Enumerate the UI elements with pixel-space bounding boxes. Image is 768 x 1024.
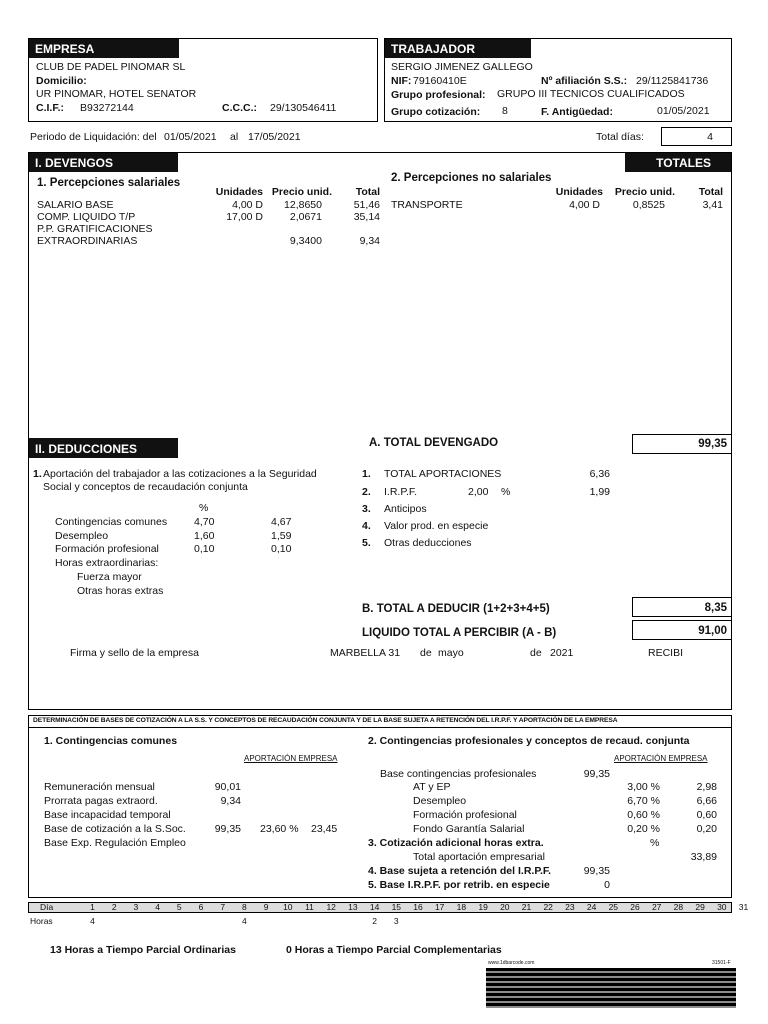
irpf-pct: 2,00 bbox=[468, 486, 489, 498]
calendar-day: 28 bbox=[673, 902, 684, 912]
domicilio-label: Domicilio: bbox=[36, 75, 87, 87]
antiguedad-label: F. Antigüedad: bbox=[541, 106, 613, 118]
bases-right-title: 2. Contingencias profesionales y conceptos de recaud. conjunta bbox=[368, 735, 690, 747]
item1-num: 1. bbox=[33, 468, 42, 480]
bases-left-title: 1. Contingencias comunes bbox=[44, 735, 178, 747]
otras-horas-label: Otras horas extras bbox=[77, 585, 164, 597]
recibi-label: RECIBI bbox=[648, 647, 684, 659]
barcode-left-text: www.1dbarcode.com bbox=[488, 960, 535, 966]
bases-title: DETERMINACIÓN DE BASES DE COTIZACIÓN A LA S.S. Y CONCEPTOS DE RECAUDACIÓN CONJUNTA Y DE LA BASE SUJETA A RETENCIÓN DEL I.R.P.F. Y APORTACIÓN DE LA EMPRESA bbox=[33, 717, 618, 724]
list-item: Otras deducciones bbox=[384, 537, 472, 549]
table-row: Base Exp. Regulación Empleo bbox=[44, 837, 186, 849]
base-prof-label: Base contingencias profesionales bbox=[380, 768, 537, 780]
item1-line1: Aportación del trabajador a las cotizaciones a la Seguridad bbox=[43, 468, 317, 480]
table-row: Fondo Garantía Salarial bbox=[413, 823, 525, 835]
list-item: TRANSPORTE bbox=[391, 199, 463, 211]
periodo-from: 01/05/2021 bbox=[164, 131, 217, 143]
col-unidades: Unidades bbox=[215, 186, 263, 198]
table-row: 4,67 bbox=[271, 516, 292, 528]
calendar-day: 4 bbox=[155, 902, 160, 912]
table-row: 99,35 bbox=[214, 823, 241, 835]
col-unidades-2: Unidades bbox=[555, 186, 603, 198]
calendar-day: 24 bbox=[586, 902, 597, 912]
calendar-day: 5 bbox=[176, 902, 182, 912]
list-item: 2,0671 bbox=[289, 211, 322, 223]
firma-label: Firma y sello de la empresa bbox=[70, 647, 199, 659]
grupo-prof-label: Grupo profesional: bbox=[391, 89, 486, 101]
horas-label: Horas bbox=[30, 916, 53, 926]
periodo-label: Periodo de Liquidación: del bbox=[30, 131, 157, 143]
list-item: 1. bbox=[362, 468, 371, 480]
firma-de1: de bbox=[420, 647, 432, 659]
domicilio-value: UR PINOMAR, HOTEL SENATOR bbox=[36, 88, 197, 100]
list-item: 3. bbox=[362, 503, 371, 515]
afiliacion-label: Nº afiliación S.S.: bbox=[541, 75, 628, 87]
barcode-image bbox=[486, 968, 736, 1008]
item4-label: 4. Base sujeta a retención del I.R.P.F. bbox=[368, 865, 552, 877]
list-item: P.P. GRATIFICACIONES bbox=[37, 223, 153, 235]
total-aport-value: 33,89 bbox=[690, 851, 717, 863]
list-item: Anticipos bbox=[384, 503, 427, 515]
total-deducir-value: 8,35 bbox=[704, 602, 727, 614]
table-row: 0,60 % bbox=[627, 809, 660, 821]
list-item: 6,36 bbox=[589, 468, 610, 480]
col-total-2: Total bbox=[698, 186, 723, 198]
no-salariales-title: 2. Percepciones no salariales bbox=[391, 172, 552, 184]
list-item: EXTRAORDINARIAS bbox=[37, 235, 138, 247]
calendar-day: 11 bbox=[305, 902, 314, 912]
firma-year: 2021 bbox=[550, 647, 574, 659]
list-item: 1,99 bbox=[589, 486, 610, 498]
table-row: 0,20 % bbox=[627, 823, 660, 835]
liquido-value: 91,00 bbox=[698, 625, 727, 637]
trabajador-header: TRABAJADOR bbox=[385, 39, 531, 58]
table-row: Base de cotización a la S.Soc. bbox=[44, 823, 186, 835]
table-row: 4,70 bbox=[194, 516, 215, 528]
firma-month: mayo bbox=[438, 647, 464, 659]
list-item: 3,41 bbox=[702, 199, 723, 211]
devengos-header: I. DEVENGOS bbox=[29, 153, 178, 172]
calendar-hour: 4 bbox=[242, 916, 247, 926]
table-row: Desempleo bbox=[55, 530, 109, 542]
antiguedad-value: 01/05/2021 bbox=[657, 105, 710, 117]
item1-line2: Social y conceptos de recaudación conjunta bbox=[43, 481, 248, 493]
table-row: Base incapacidad temporal bbox=[44, 809, 171, 821]
list-item: 2. bbox=[362, 486, 371, 498]
calendar-day: 14 bbox=[369, 902, 380, 912]
calendar-day: 3 bbox=[133, 902, 139, 912]
table-row: 6,70 % bbox=[627, 795, 660, 807]
calendar-day: 20 bbox=[500, 902, 510, 912]
calendar-day: 6 bbox=[198, 902, 204, 912]
calendar-day: 7 bbox=[220, 902, 226, 912]
firma-place: MARBELLA 31 bbox=[330, 647, 401, 659]
calendar-day: 30 bbox=[717, 902, 727, 912]
total-dias-value: 4 bbox=[707, 131, 713, 143]
table-row: 90,01 bbox=[214, 781, 241, 793]
table-row: 0,10 bbox=[194, 543, 215, 555]
cif-value: B93272144 bbox=[80, 102, 134, 114]
table-row: 23,45 bbox=[311, 823, 338, 835]
deducciones-header: II. DEDUCCIONES bbox=[29, 438, 178, 458]
item5-label: 5. Base I.R.P.F. por retrib. en especie bbox=[368, 879, 550, 891]
table-row: 23,60 % bbox=[260, 823, 299, 835]
totales-header: TOTALES bbox=[625, 153, 731, 172]
aportacion-empresa-right: APORTACIÓN EMPRESA bbox=[614, 754, 708, 763]
pct-header: % bbox=[199, 502, 209, 514]
list-item: Valor prod. en especie bbox=[384, 520, 489, 532]
calendar-day: 27 bbox=[651, 902, 662, 912]
calendar-day: 13 bbox=[348, 902, 358, 912]
cif-label: C.I.F.: bbox=[36, 102, 64, 114]
table-row: AT y EP bbox=[413, 781, 451, 793]
calendar-day: 19 bbox=[478, 902, 488, 912]
empresa-header: EMPRESA bbox=[29, 39, 179, 58]
afiliacion-value: 29/1125841736 bbox=[636, 75, 709, 87]
calendar-day: 21 bbox=[521, 902, 532, 912]
horas-extra-label: Horas extraordinarias: bbox=[55, 557, 159, 569]
list-item: 4,00 D bbox=[232, 199, 263, 211]
bases-divider bbox=[28, 727, 732, 728]
empresa-name: CLUB DE PADEL PINOMAR SL bbox=[36, 61, 186, 73]
table-row: 0,20 bbox=[696, 823, 717, 835]
grupo-cot-label: Grupo cotización: bbox=[391, 106, 481, 118]
list-item: 17,00 D bbox=[226, 211, 263, 223]
grupo-prof-value: GRUPO III TECNICOS CUALIFICADOS bbox=[497, 88, 685, 100]
periodo-al: al bbox=[230, 131, 239, 143]
table-row: 3,00 % bbox=[627, 781, 660, 793]
calendar-day: 9 bbox=[263, 902, 269, 912]
periodo-to: 17/05/2021 bbox=[248, 131, 301, 143]
horas-ordinarias: 13 Horas a Tiempo Parcial Ordinarias bbox=[50, 944, 236, 956]
calendar-day: 26 bbox=[630, 902, 640, 912]
col-precio-2: Precio unid. bbox=[614, 186, 675, 198]
table-row: Contingencias comunes bbox=[55, 516, 168, 528]
total-dias-label: Total días: bbox=[596, 131, 644, 143]
grupo-cot-value: 8 bbox=[502, 105, 508, 117]
calendar-day: 12 bbox=[326, 902, 336, 912]
table-row: Formación profesional bbox=[413, 809, 517, 821]
total-devengado-value: 99,35 bbox=[698, 438, 727, 450]
calendar-day: 1 bbox=[90, 902, 95, 912]
item3-label: 3. Cotización adicional horas extra. bbox=[368, 837, 544, 849]
base-prof-value: 99,35 bbox=[583, 768, 610, 780]
ccc-label: C.C.C.: bbox=[222, 102, 257, 114]
trabajador-name: SERGIO JIMENEZ GALLEGO bbox=[391, 61, 533, 73]
list-item: 0,8525 bbox=[632, 199, 665, 211]
calendar-day: 25 bbox=[608, 902, 619, 912]
calendar-day: 23 bbox=[565, 902, 575, 912]
calendar-day: 17 bbox=[434, 902, 445, 912]
calendar-day: 10 bbox=[283, 902, 293, 912]
calendar-day: 8 bbox=[242, 902, 247, 912]
ccc-value: 29/130546411 bbox=[270, 102, 337, 114]
table-row: Desempleo bbox=[413, 795, 467, 807]
list-item: 4. bbox=[362, 520, 371, 532]
firma-de2: de bbox=[530, 647, 542, 659]
irpf-pct-sign: % bbox=[501, 486, 511, 498]
calendar-day: 31 bbox=[738, 902, 749, 912]
nif-value: 79160410E bbox=[413, 75, 467, 87]
calendar-day: 2 bbox=[111, 902, 117, 912]
calendar-day: 29 bbox=[695, 902, 705, 912]
list-item: SALARIO BASE bbox=[37, 199, 114, 211]
dia-label: Día bbox=[40, 902, 54, 912]
fuerza-mayor-label: Fuerza mayor bbox=[77, 571, 142, 583]
calendar-hour: 4 bbox=[90, 916, 95, 926]
calendar-day: 15 bbox=[391, 902, 402, 912]
list-item: 9,3400 bbox=[289, 235, 322, 247]
table-row: 1,60 bbox=[194, 530, 215, 542]
table-row: 2,98 bbox=[696, 781, 717, 793]
salariales-title: 1. Percepciones salariales bbox=[37, 177, 181, 189]
table-row: 0,60 bbox=[696, 809, 717, 821]
total-devengado-label: A. TOTAL DEVENGADO bbox=[369, 437, 499, 449]
table-row: 0,10 bbox=[271, 543, 292, 555]
nif-label: NIF: bbox=[391, 75, 412, 87]
list-item: 35,14 bbox=[353, 211, 380, 223]
col-total: Total bbox=[355, 186, 380, 198]
list-item: 51,46 bbox=[353, 199, 380, 211]
calendar-day: 16 bbox=[413, 902, 423, 912]
calendar-day: 18 bbox=[456, 902, 467, 912]
table-row: 1,59 bbox=[271, 530, 292, 542]
item3-pct: % bbox=[650, 837, 660, 849]
item4-value: 99,35 bbox=[583, 865, 610, 877]
calendar-hour: 2 bbox=[372, 916, 377, 926]
barcode-right-text: 31501-F bbox=[712, 960, 731, 966]
liquido-label: LIQUIDO TOTAL A PERCIBIR (A - B) bbox=[362, 627, 557, 639]
item5-value: 0 bbox=[604, 879, 610, 891]
table-row: Formación profesional bbox=[55, 543, 159, 555]
total-deducir-label: B. TOTAL A DEDUCIR (1+2+3+4+5) bbox=[362, 603, 550, 615]
table-row: Remuneración mensual bbox=[44, 781, 155, 793]
table-row: Prorrata pagas extraord. bbox=[44, 795, 158, 807]
list-item: TOTAL APORTACIONES bbox=[384, 468, 502, 480]
list-item: 12,8650 bbox=[284, 199, 322, 211]
list-item: COMP. LIQUIDO T/P bbox=[37, 211, 136, 223]
list-item: 5. bbox=[362, 537, 371, 549]
calendar-day: 22 bbox=[543, 902, 553, 912]
aportacion-empresa-left: APORTACIÓN EMPRESA bbox=[244, 754, 338, 763]
table-row: 6,66 bbox=[696, 795, 717, 807]
total-aport-label: Total aportación empresarial bbox=[413, 851, 545, 863]
horas-complementarias: 0 Horas a Tiempo Parcial Complementarias bbox=[286, 944, 502, 956]
table-row: 9,34 bbox=[220, 795, 241, 807]
col-precio: Precio unid. bbox=[271, 186, 332, 198]
list-item: 4,00 D bbox=[569, 199, 600, 211]
list-item: 9,34 bbox=[359, 235, 380, 247]
calendar-hour: 3 bbox=[393, 916, 399, 926]
list-item: I.R.P.F. bbox=[384, 486, 418, 498]
